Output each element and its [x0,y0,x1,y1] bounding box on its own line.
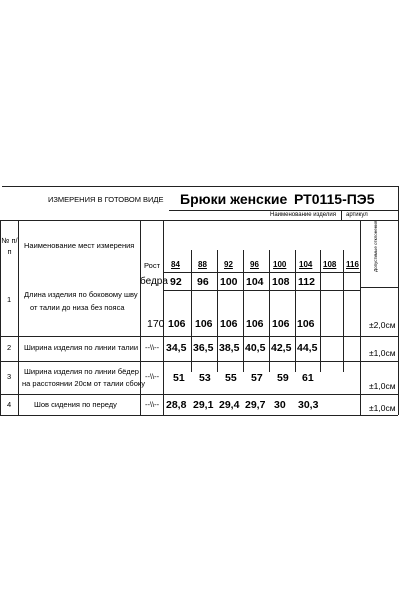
row1-bottom [0,336,398,337]
row-tolerance: ±2,0см [369,320,396,330]
tolerance-vertical-note: Допустимые отклонения [373,220,378,272]
product-title: Брюки женские [180,191,288,207]
row-value: 38,5 [219,342,240,354]
name-header: Наименование мест измерения [24,241,135,250]
ditto-mark: --\\-- [145,372,160,381]
row-value: 42,5 [271,342,292,354]
row-value: 29,4 [219,399,240,411]
size-col-border-7 [343,250,344,372]
row-value: 61 [302,372,314,384]
size-col-border-3 [243,250,244,372]
row-number: 3 [7,372,12,381]
hips-value: 96 [197,276,209,288]
row-value: 34,5 [166,342,187,354]
num-header: № п/п [1,236,18,256]
size-header: 88 [198,260,207,269]
row-number: 2 [7,343,12,352]
row-name-line1: Ширина изделия по линии бёдер [24,367,139,376]
row-value: 106 [195,318,213,330]
size-header: 104 [299,260,313,269]
size-header: 92 [224,260,233,269]
size-col-border-4 [269,250,270,372]
row-number: 4 [7,400,12,409]
size-col-border-5 [295,250,296,372]
tolerance-col-border [360,220,361,415]
product-name-label: Наименование изделия [270,212,336,218]
row-name-line2: на расстоянии 20см от талии сбоку [22,379,145,388]
table-top-border [2,186,398,187]
row-value: 30 [274,399,286,411]
row2-bottom [0,361,398,362]
row4-bottom [0,415,398,416]
num-col-border [18,220,19,415]
row-value: 40,5 [245,342,266,354]
row-value: 30,3 [298,399,319,411]
ditto-mark: --\\-- [145,400,160,409]
row1-mid-divider [163,290,360,291]
article-box-left [341,210,342,220]
row-value: 106 [168,318,186,330]
row-value: 28,8 [166,399,187,411]
article-code: РТ0115-ПЭ5 [294,191,375,207]
row-value: 106 [246,318,264,330]
ditto-mark: --\\-- [145,343,160,352]
row-name-line1: Длина изделия по боковому шву [24,290,138,299]
size-header: 96 [250,260,259,269]
hips-value: 92 [170,276,182,288]
size-header: 84 [171,260,180,269]
row-value: 57 [251,372,263,384]
size-header: 108 [323,260,337,269]
row-value: 36,5 [193,342,214,354]
hips-value: 108 [272,276,290,288]
hips-value: 100 [220,276,238,288]
size-header: 116 [346,260,359,269]
table-right-border [398,186,399,415]
row-tolerance: ±1,0см [369,403,396,413]
hips-header: бедра [140,276,168,287]
row-value: 29,1 [193,399,214,411]
header-divider [169,210,398,211]
row-name-line1: Шов сидения по переду [34,400,117,409]
measure-label: ИЗМЕРЕНИЯ В ГОТОВОМ ВИДЕ [48,195,164,204]
row-value: 29,7 [245,399,266,411]
row-number: 1 [7,295,12,304]
row-value: 106 [272,318,290,330]
size-col-border-1 [191,250,192,372]
row-name-line2: от талии до низа без пояса [30,303,125,312]
size-header: 100 [273,260,287,269]
row-value: 44,5 [297,342,318,354]
row-value: 59 [277,372,289,384]
row-value: 106 [297,318,315,330]
size-col-border-6 [320,250,321,372]
hips-value: 112 [298,276,315,288]
row3-bottom [0,394,398,395]
row1-tolerance-top [360,287,398,288]
row-value: 51 [173,372,185,384]
size-row-divider [163,272,360,273]
row-value: 55 [225,372,237,384]
row-value: 53 [199,372,211,384]
hips-value: 104 [246,276,264,288]
article-row-divider [0,220,398,221]
height-value: 170 [147,318,165,330]
row-value: 106 [220,318,238,330]
row-tolerance: ±1,0см [369,381,396,391]
article-label: артикул [346,212,368,218]
row-tolerance: ±1,0см [369,348,396,358]
row-name-line1: Ширина изделия по линии талии [24,343,139,352]
size-col-border-2 [217,250,218,372]
height-header: Рост [144,261,161,270]
